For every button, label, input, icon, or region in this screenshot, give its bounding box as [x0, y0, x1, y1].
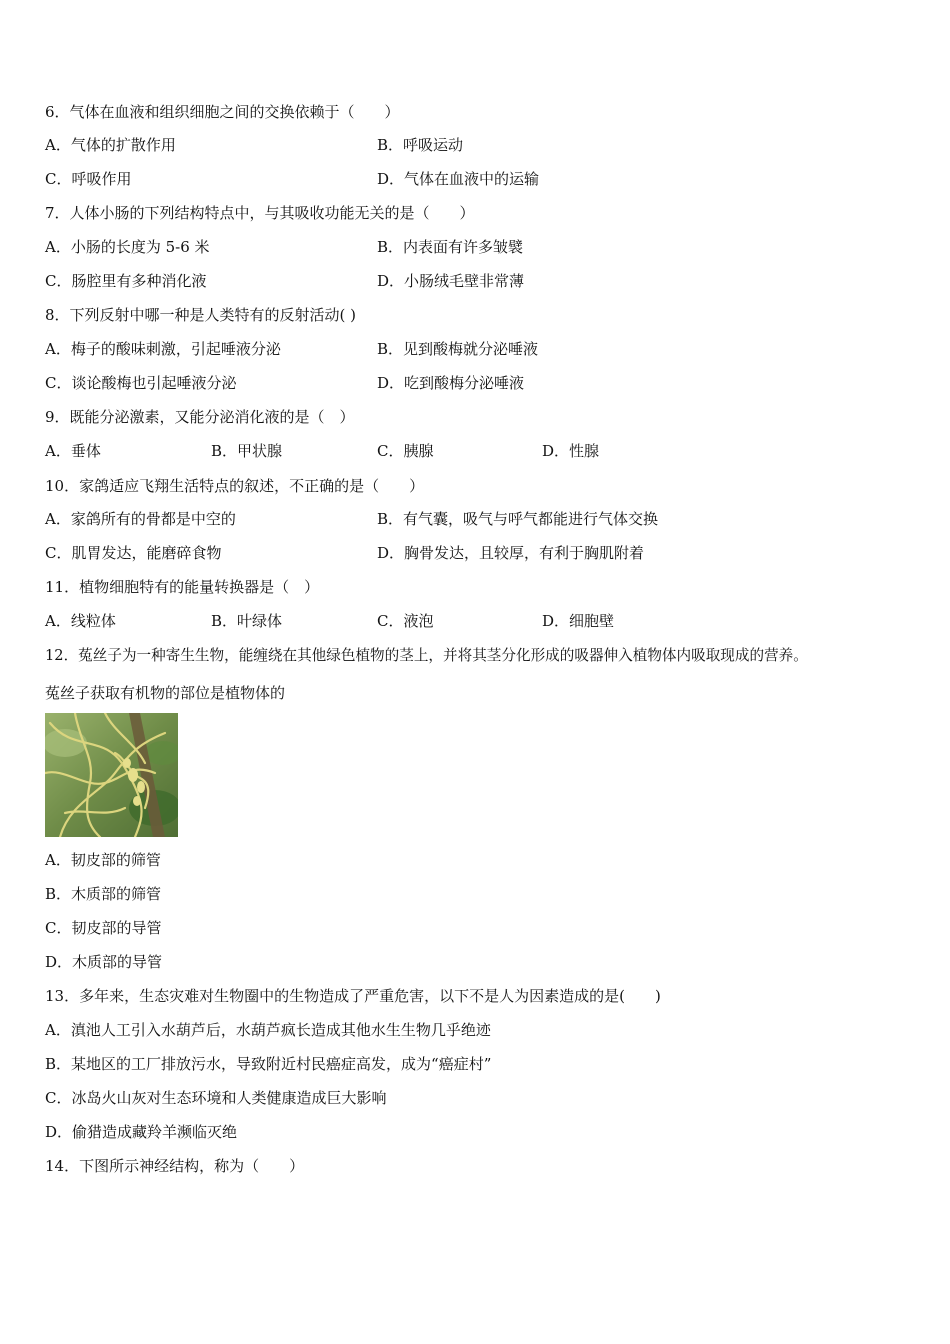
question-8-stem: 8．下列反射中哪一种是人类特有的反射活动( ): [45, 306, 357, 324]
question-11-option-a: A．线粒体: [45, 612, 116, 630]
question-8-option-d: D．吃到酸梅分泌唾液: [377, 374, 525, 392]
question-13-option-c: C．冰岛火山灰对生态环境和人类健康造成巨大影响: [45, 1089, 387, 1107]
question-7-option-c: C．肠腔里有多种消化液: [45, 272, 207, 290]
question-7-option-d: D．小肠绒毛壁非常薄: [377, 272, 525, 290]
question-13-option-a: A．滇池人工引入水葫芦后，水葫芦疯长造成其他水生生物几乎绝迹: [45, 1021, 491, 1039]
question-10-option-b: B．有气囊，吸气与呼气都能进行气体交换: [377, 510, 659, 528]
question-6-stem: 6．气体在血液和组织细胞之间的交换依赖于（ ）: [45, 103, 400, 121]
question-11-option-c: C．液泡: [377, 612, 434, 630]
question-12-stem-continued: 菟丝子获取有机物的部位是植物体的: [45, 684, 286, 702]
question-12-option-d: D．木质部的导管: [45, 953, 163, 971]
question-12-stem: 12．菟丝子为一种寄生生物，能缠绕在其他绿色植物的茎上，并将其茎分化形成的吸器伸入植物体内吸取现成的营养。: [45, 647, 808, 664]
question-6-option-c: C．呼吸作用: [45, 170, 132, 188]
question-13-option-b: B．某地区的工厂排放污水，导致附近村民癌症高发，成为“癌症村”: [45, 1055, 492, 1073]
question-11-option-d: D．细胞壁: [542, 612, 615, 630]
dodder-plant-photo: [45, 713, 178, 837]
question-13-stem: 13．多年来，生态灾难对生物圈中的生物造成了严重危害，以下不是人为因素造成的是( ): [45, 987, 661, 1005]
question-11-option-b: B．叶绿体: [211, 612, 283, 630]
question-10-option-c: C．肌胃发达，能磨碎食物: [45, 544, 222, 562]
question-7-stem: 7．人体小肠的下列结构特点中，与其吸收功能无关的是（ ）: [45, 204, 475, 222]
question-10-option-a: A．家鸽所有的骨都是中空的: [45, 510, 236, 528]
question-6-option-d: D．气体在血液中的运输: [377, 170, 540, 188]
question-8-option-c: C．谈论酸梅也引起唾液分泌: [45, 374, 237, 392]
question-6-option-b: B．呼吸运动: [377, 136, 464, 154]
question-7-option-b: B．内表面有许多皱襞: [377, 238, 524, 256]
question-13-option-d: D．偷猎造成藏羚羊濒临灭绝: [45, 1123, 238, 1141]
question-11-stem: 11．植物细胞特有的能量转换器是（ ）: [45, 578, 320, 596]
question-8-option-b: B．见到酸梅就分泌唾液: [377, 340, 539, 358]
question-10-option-d: D．胸骨发达，且较厚，有利于胸肌附着: [377, 544, 645, 562]
question-6-option-a: A．气体的扩散作用: [45, 136, 176, 154]
question-9-option-c: C．胰腺: [377, 442, 434, 460]
question-9-stem: 9．既能分泌激素，又能分泌消化液的是（ ）: [45, 408, 355, 426]
question-9-option-d: D．性腺: [542, 442, 600, 460]
question-12-option-a: A．韧皮部的筛管: [45, 851, 161, 869]
question-10-stem: 10．家鸽适应飞翔生活特点的叙述，不正确的是（ ）: [45, 477, 425, 495]
question-8-option-a: A．梅子的酸味刺激，引起唾液分泌: [45, 340, 281, 358]
question-7-option-a: A．小肠的长度为 5-6 米: [45, 238, 210, 256]
question-14-stem: 14．下图所示神经结构，称为（ ）: [45, 1157, 305, 1175]
question-9-option-a: A．垂体: [45, 442, 101, 460]
question-12-option-c: C．韧皮部的导管: [45, 919, 162, 937]
question-12-option-b: B．木质部的筛管: [45, 885, 162, 903]
question-9-option-b: B．甲状腺: [211, 442, 283, 460]
